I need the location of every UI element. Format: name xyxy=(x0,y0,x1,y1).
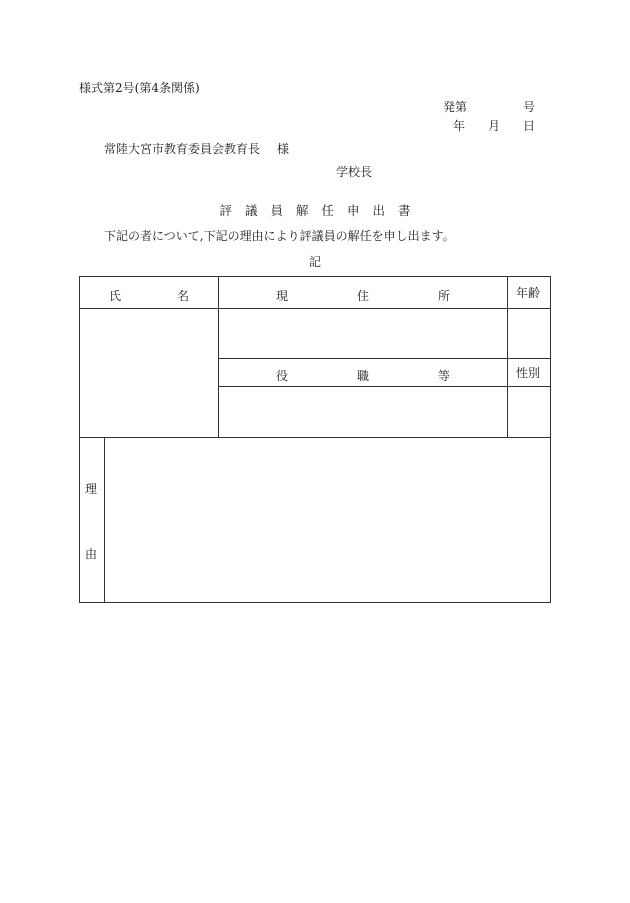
title-char: 員 xyxy=(270,203,283,218)
reason-header-char-1: 理 xyxy=(85,482,98,496)
address-header-char: 所 xyxy=(437,289,450,303)
date-month-label: 月 xyxy=(488,119,501,133)
addressee-honorific: 様 xyxy=(277,142,290,156)
form-number: 様式第2号(第4条関係) xyxy=(79,81,200,95)
date-day-label: 日 xyxy=(523,119,536,133)
address-header xyxy=(276,287,450,304)
title-char: 書 xyxy=(397,203,411,218)
addressee: 常陸大宮市教育委員会教育長 xyxy=(104,142,261,156)
sex-header: 性別 xyxy=(516,366,541,380)
divider xyxy=(80,437,550,438)
title-char: 評 xyxy=(219,203,232,218)
position-header-char: 等 xyxy=(437,369,450,383)
sender-title: 学校長 xyxy=(336,165,373,179)
position-header xyxy=(276,367,450,384)
title-char: 解 xyxy=(295,203,309,218)
title-char: 議 xyxy=(244,203,258,218)
name-header-char: 氏 xyxy=(109,289,122,303)
ki-label: 記 xyxy=(308,255,321,269)
issue-number-suffix: 号 xyxy=(523,100,536,114)
title-char: 出 xyxy=(372,203,385,218)
divider xyxy=(218,277,219,437)
address-header-char: 住 xyxy=(356,289,369,303)
divider xyxy=(507,277,508,437)
position-header-char: 役 xyxy=(276,369,289,383)
date-year-label: 年 xyxy=(453,119,466,133)
reason-header-char-2: 由 xyxy=(85,547,98,561)
intro-text: 下記の者について,下記の理由により評議員の解任を申し出ます。 xyxy=(104,229,455,243)
divider xyxy=(218,386,550,387)
position-header-char: 職 xyxy=(356,369,369,383)
resignation-table xyxy=(79,276,551,603)
divider xyxy=(218,358,550,359)
address-header-char: 現 xyxy=(276,289,289,303)
divider xyxy=(80,308,550,309)
title-char: 任 xyxy=(321,203,334,218)
divider xyxy=(104,437,105,603)
name-header xyxy=(109,287,189,304)
name-header-char: 名 xyxy=(176,289,189,303)
title-char: 申 xyxy=(346,203,360,218)
age-header: 年齢 xyxy=(516,286,541,300)
issue-number-prefix: 発第 xyxy=(443,100,468,114)
document-title xyxy=(0,205,630,218)
